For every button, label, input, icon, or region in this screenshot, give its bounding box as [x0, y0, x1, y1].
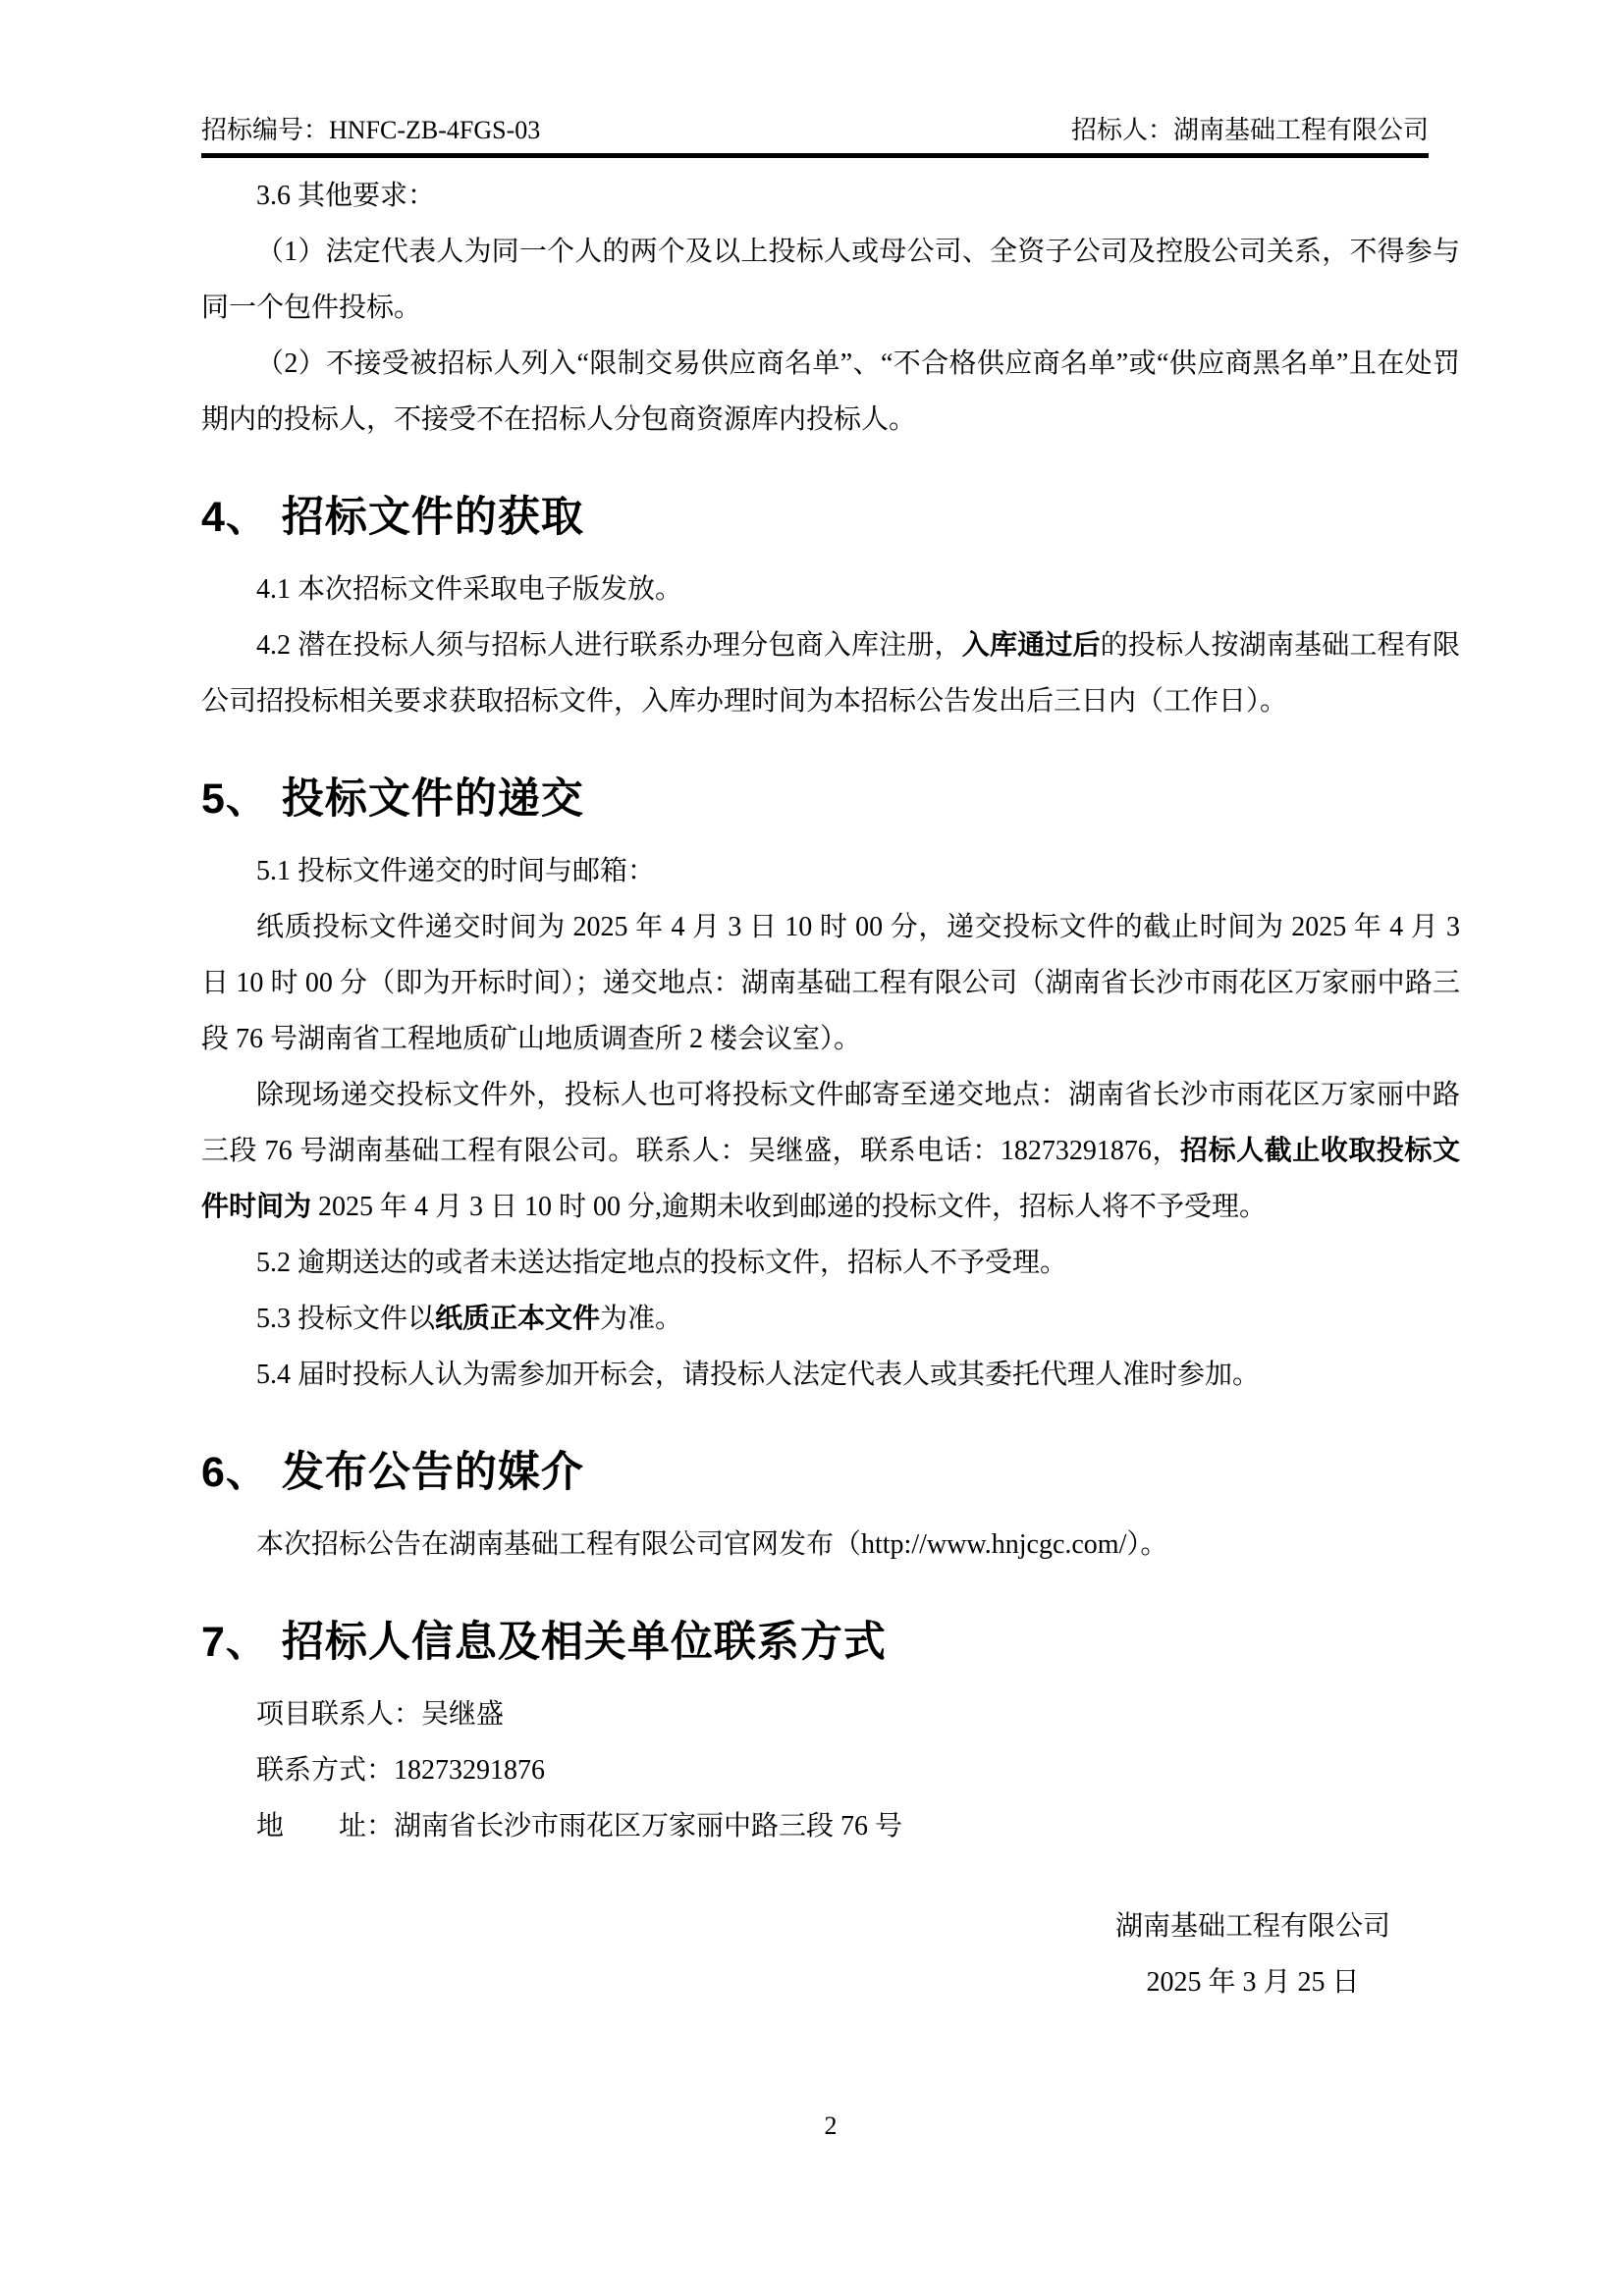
signature-block: [201, 1898, 1460, 2010]
signature-company: 湖南基础工程有限公司: [1114, 1911, 1390, 1942]
contact-phone-line: 联系方式：18273291876: [256, 1755, 546, 1786]
header-tender-number: 招标编号：HNFC-ZB-4FGS-03: [201, 116, 541, 144]
page-header: [201, 0, 1429, 158]
clause-6-text: 本次招标公告在湖南基础工程有限公司官网发布（http://www.hnjcgc.com/）。: [256, 1529, 1168, 1560]
clause-5-mail-run-2: 2025 年 4 月 3 日 10 时 00 分,逾期未收到邮递的投标文件，招标人将不予受理。: [311, 1192, 1268, 1222]
clause-5-3-run-2: 为准。: [600, 1304, 683, 1334]
clause-4-2: [201, 617, 1460, 729]
clause-4-2-run-2: 的投标人按湖南基础工程有限公司招投标相关要求获取招标文件，入库办理时间为本招标公告发出后三日内（工作日）。: [201, 630, 1460, 717]
clause-5-4: 5.4 届时投标人认为需参加开标会，请投标人法定代表人或其委托代理人准时参加。: [256, 1360, 1261, 1390]
clause-4-1: 4.1 本次招标文件采取电子版发放。: [256, 574, 683, 605]
contact-person-line: 项目联系人：吴继盛: [256, 1699, 505, 1730]
clause-3-6-item-1: （1）法定代表人为同一个人的两个及以上投标人或母公司、全资子公司及控股公司关系，不得参与同一个包件投标。: [201, 237, 1460, 323]
clause-5-3-run-1: 5.3 投标文件以: [256, 1304, 436, 1334]
header-tenderer: 招标人：湖南基础工程有限公司: [1070, 116, 1429, 144]
page-number: 2: [824, 2111, 838, 2140]
clause-5-3-bold-run: 纸质正本文件: [435, 1304, 601, 1334]
document-body: [201, 168, 1460, 2010]
clause-5-1: 5.1 投标文件递交的时间与邮箱：: [256, 856, 656, 886]
clause-4-2-run-1: 4.2 潜在投标人须与招标人进行联系办理分包商入库注册，: [256, 630, 962, 661]
clause-5-mail-run-1: 除现场递交投标文件外，投标人也可将投标文件邮寄至递交地点：湖南省长沙市雨花区万家丽中路三段 76 号湖南基础工程有限公司。联系人：吴继盛，联系电话：18273291876，: [201, 1080, 1460, 1166]
signature-date: 2025 年 3 月 25 日: [1146, 1967, 1360, 1998]
clause-5-mail-delivery: [201, 1067, 1460, 1235]
clause-5-mail-bold-run: 招标人截止收取投标文件时间为: [201, 1136, 1460, 1222]
clause-4-2-bold-run: 入库通过后: [961, 630, 1101, 661]
clause-3-6-title: 3.6 其他要求：: [256, 181, 436, 211]
section-7-heading: 7、 招标人信息及相关单位联系方式: [201, 1619, 887, 1666]
clause-5-2: 5.2 逾期送达的或者未送达指定地点的投标文件，招标人不予受理。: [256, 1248, 1068, 1278]
section-5-heading: 5、 投标文件的递交: [201, 775, 584, 823]
section-4-heading: 4、 招标文件的获取: [201, 494, 584, 541]
contact-address-line: 地 址：湖南省长沙市雨花区万家丽中路三段 76 号: [256, 1811, 903, 1842]
clause-5-3: [201, 1291, 1460, 1347]
section-6-heading: 6、 发布公告的媒介: [201, 1449, 584, 1496]
clause-5-paper-delivery: 纸质投标文件递交时间为 2025 年 4 月 3 日 10 时 00 分，递交投标文件的截止时间为 2025 年 4 月 3 日 10 时 00 分（即为开标时间）；递交地点：湖南基础工程有限公司（湖南省长沙市雨花区万家丽中路三段 76 号湖南省工程地质矿山地质调查所 2 楼会议室）。: [201, 912, 1460, 1054]
clause-3-6-item-2: （2）不接受被招标人列入“限制交易供应商名单”、“不合格供应商名单”或“供应商黑名单”且在处罚期内的投标人，不接受不在招标人分包商资源库内投标人。: [201, 348, 1460, 435]
